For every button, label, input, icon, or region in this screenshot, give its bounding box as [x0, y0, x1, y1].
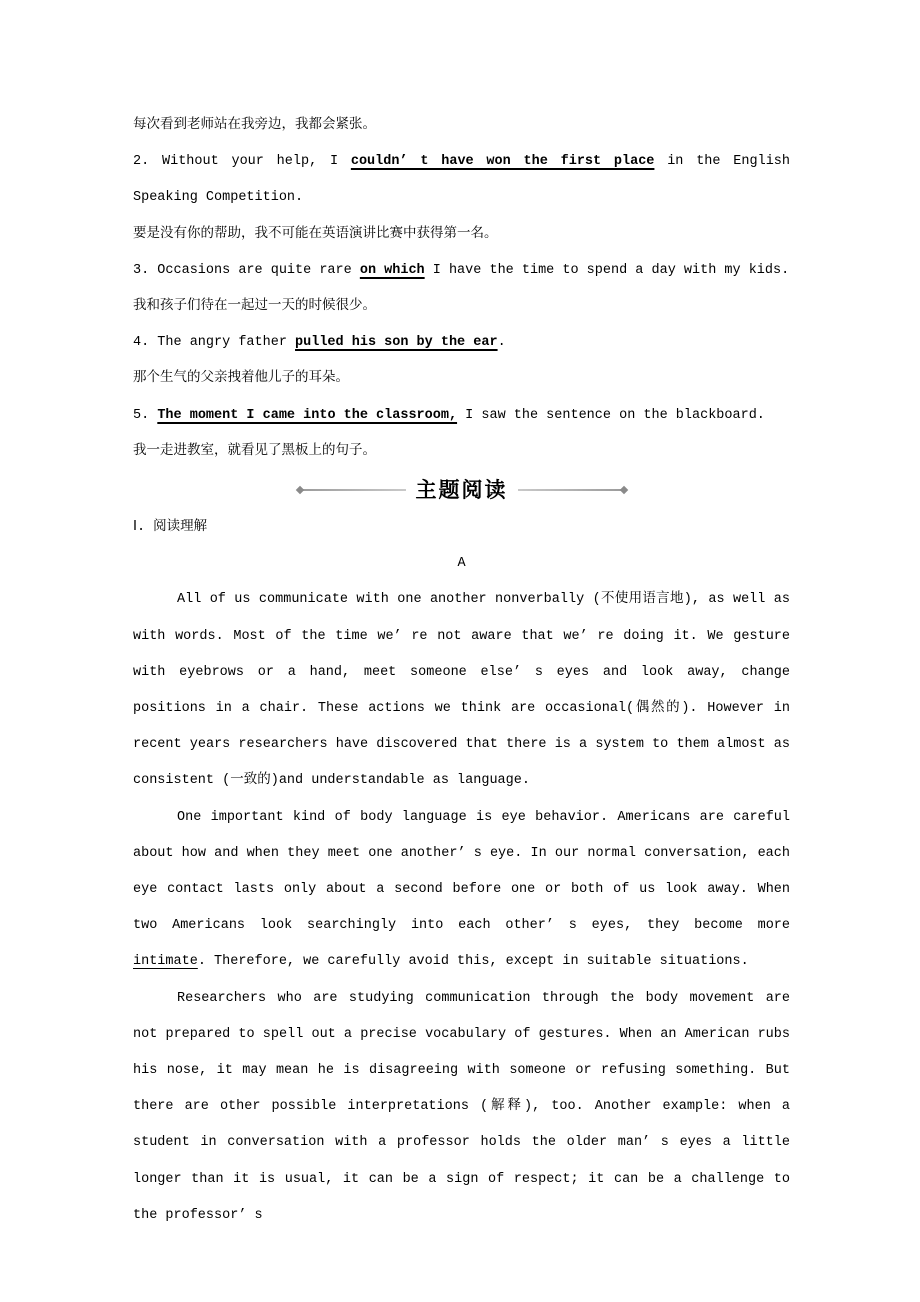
sentence-5-key-phrase: The moment I came into the classroom,: [157, 407, 458, 423]
translation-zh-3: 我和孩子们待在一起过一天的时候很少。: [133, 299, 376, 315]
sentence-3-pre: 3. Occasions are quite rare: [133, 262, 360, 278]
translation-zh-2: 要是没有你的帮助，我不可能在英语演讲比赛中获得第一名。: [133, 226, 498, 242]
passage-paragraph-2-pre: One important kind of body language is eye behavior. Americans are careful about how and when they meet one another’ s eye. In our normal conversation, each eye contact lasts only about a second before one or both of us look away. When two Americans look searchingly into each other’ s eyes, they become more: [133, 809, 790, 934]
sentence-4-post: .: [497, 335, 506, 351]
sentence-2: [133, 144, 790, 216]
section-heading: [133, 470, 790, 510]
sentence-4: [133, 325, 790, 361]
sentence-2-pre: 2. Without your help, I: [133, 154, 351, 170]
reading-comprehension-label: Ⅰ. 阅读理解: [133, 520, 208, 536]
translation-zh-5: 我一走进教室，就看见了黑板上的句子。: [133, 443, 376, 459]
heading-rule-left-icon: [298, 489, 406, 491]
sentence-5-post: I saw the sentence on the blackboard.: [457, 407, 765, 423]
heading-rule-right-icon: [518, 489, 626, 491]
sentence-4-pre: 4. The angry father: [133, 335, 296, 351]
section-title: 主题阅读: [415, 477, 508, 502]
sentence-3: [133, 253, 790, 289]
sentence-5-pre: 5.: [133, 407, 158, 423]
passage-label: A: [457, 556, 466, 572]
passage-paragraph-2-underlined-word: intimate: [133, 954, 198, 970]
sentence-2-post: in the English Speaking Competition.: [133, 154, 790, 206]
passage-paragraph-3: Researchers who are studying communication through the body movement are not prepared to spell out a precise vocabulary of gestures. When an American rubs his nose, it may mean he is disagreeing with someone or refusing something. But there are other possible interpretations (解释), too. Another example: when a student in conversation with a professor holds the older man’ s eyes a little longer than it is usual, it can be a sign of respect; it can be a challenge to the professor’ s: [133, 990, 790, 1223]
sentence-4-key-phrase: pulled his son by the ear: [295, 335, 498, 351]
sentence-3-key-phrase: on which: [359, 262, 425, 278]
translation-zh-4: 那个生气的父亲拽着他儿子的耳朵。: [133, 371, 349, 387]
sentence-3-post: I have the time to spend a day with my kids.: [424, 262, 790, 278]
passage-paragraph-2: [133, 800, 790, 981]
translation-zh-1: 每次看到老师站在我旁边，我都会紧张。: [133, 118, 376, 133]
sentence-2-key-phrase: couldn’ t have won the first place: [350, 154, 655, 170]
passage-paragraph-2-post: . Therefore, we carefully avoid this, except in suitable situations.: [197, 954, 749, 970]
passage-paragraph-1: All of us communicate with one another nonverbally (不使用语言地), as well as with words. Most of the time we’ re not aware that we’ re doing it. We gesture with eyebrows or a hand, meet someone else’ s eyes and look away, change positions in a chair. These actions we think are occasional(偶然的). However in recent years researchers have discovered that there is a system to them almost as consistent (一致的)and understandable as language.: [133, 592, 790, 789]
sentence-5: [133, 398, 790, 434]
